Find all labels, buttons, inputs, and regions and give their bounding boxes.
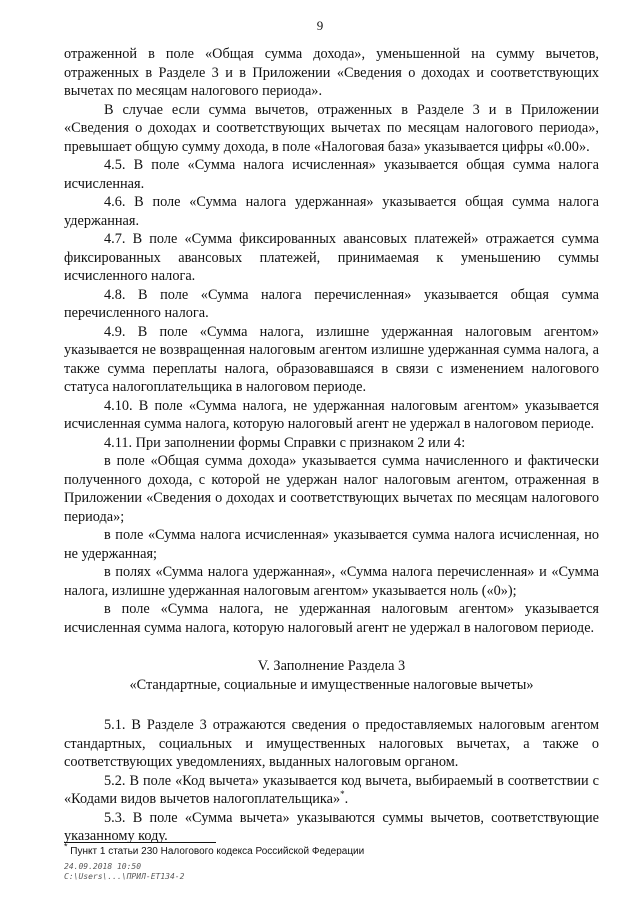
paragraph-4-5: 4.5. В поле «Сумма налога исчисленная» указывается общая сумма налога исчисленная. xyxy=(64,157,599,192)
footnote xyxy=(64,841,599,858)
paragraph-5-1: 5.1. В Разделе 3 отражаются сведения о предоставляемых налоговым агентом стандартных, социальных и имущественных налоговых вычетах, а также о соответствующих уведомлениях, выданных налоговым органом. xyxy=(64,717,599,770)
paragraph-4-10: 4.10. В поле «Сумма налога, не удержанная налоговым агентом» указывается исчисленная сумма налога, которую налоговый агент не удержал в налоговом периоде. xyxy=(64,397,599,432)
paragraph-4-8: 4.8. В поле «Сумма налога перечисленная» указывается общая сумма перечисленного налога. xyxy=(64,286,599,321)
footnote-mark: * xyxy=(64,841,68,852)
paragraph-5-2 xyxy=(64,772,599,809)
footnote-reference[interactable]: * xyxy=(340,789,345,800)
paragraph-list-item: в поле «Сумма налога, не удержанная налоговым агентом» указывается исчисленная сумма налога, которую налоговый агент не удержал в налоговом периоде. xyxy=(64,601,599,636)
section-title: V. Заполнение Раздела 3 xyxy=(257,658,406,674)
paragraph-5-2-text: 5.2. В поле «Код вычета» указывается код вычета, выбираемый в соответствии с «Кодами видов вычетов налогоплательщика» xyxy=(64,772,599,807)
document-stamp-id: C:\Users\...\ПРИЛ-ЕТ134-2 xyxy=(64,872,185,881)
paragraph-4-11: 4.11. При заполнении формы Справки с признаком 2 или 4: xyxy=(104,434,466,451)
paragraph-5-3: 5.3. В поле «Сумма вычета» указываются суммы вычетов, соответствующие указанному коду. xyxy=(64,809,599,844)
paragraph-list-item: в полях «Сумма налога удержанная», «Сумма налога перечисленная» и «Сумма налога, излишне удержанная налоговым агентом» указывается ноль («0»); xyxy=(64,564,599,599)
paragraph-list-item: в поле «Сумма налога исчисленная» указывается сумма налога исчисленная, но не удержанная; xyxy=(64,527,599,562)
footnote-divider xyxy=(64,842,216,843)
footnote-text: Пункт 1 статьи 230 Налогового кодекса Российской Федерации xyxy=(67,846,365,857)
section-heading xyxy=(64,657,599,694)
paragraph-4-6: 4.6. В поле «Сумма налога удержанная» указывается общая сумма налога удержанная. xyxy=(64,194,599,229)
paragraph-continuation: отраженной в поле «Общая сумма дохода», уменьшенной на сумму вычетов, отраженных в Разделе 3 и в Приложении «Сведения о доходах и соответствующих вычетах по месяцам налогового периода». xyxy=(64,46,599,99)
paragraph-5-2-end: . xyxy=(344,791,349,807)
paragraph-list-item: в поле «Общая сумма дохода» указывается сумма начисленного и фактически полученного дохода, с которой не удержан налог налоговым агентом, отраженная в Приложении «Сведения о доходах и соответствующих вычетах по месяцам налогового периода»; xyxy=(64,453,599,525)
paragraph: В случае если сумма вычетов, отраженных в Разделе 3 и в Приложении «Сведения о доходах и соответствующих вычетах по месяцам налогового периода», превышает общую сумму дохода, в поле «Налоговая база» указывается цифры «0.00». xyxy=(64,101,599,155)
section-subtitle: «Стандартные, социальные и имущественные налоговые вычеты» xyxy=(129,676,534,693)
document-body xyxy=(64,45,599,846)
document-stamp-date: 24.09.2018 10:50 xyxy=(64,862,142,871)
paragraph-4-9: 4.9. В поле «Сумма налога, излишне удержанная налоговым агентом» указывается не возвращенная налоговым агентом излишне удержанная сумма налога, а также сумма переплаты налога, образовавшаяся в связи с изменением налогового статуса налогоплательщика в налоговом периоде. xyxy=(64,323,599,395)
page-number: 9 xyxy=(316,18,324,33)
paragraph-4-7: 4.7. В поле «Сумма фиксированных авансовых платежей» отражается сумма фиксированных авансовых платежей, принимаемая к уменьшению суммы исчисленного налога. xyxy=(64,231,599,284)
